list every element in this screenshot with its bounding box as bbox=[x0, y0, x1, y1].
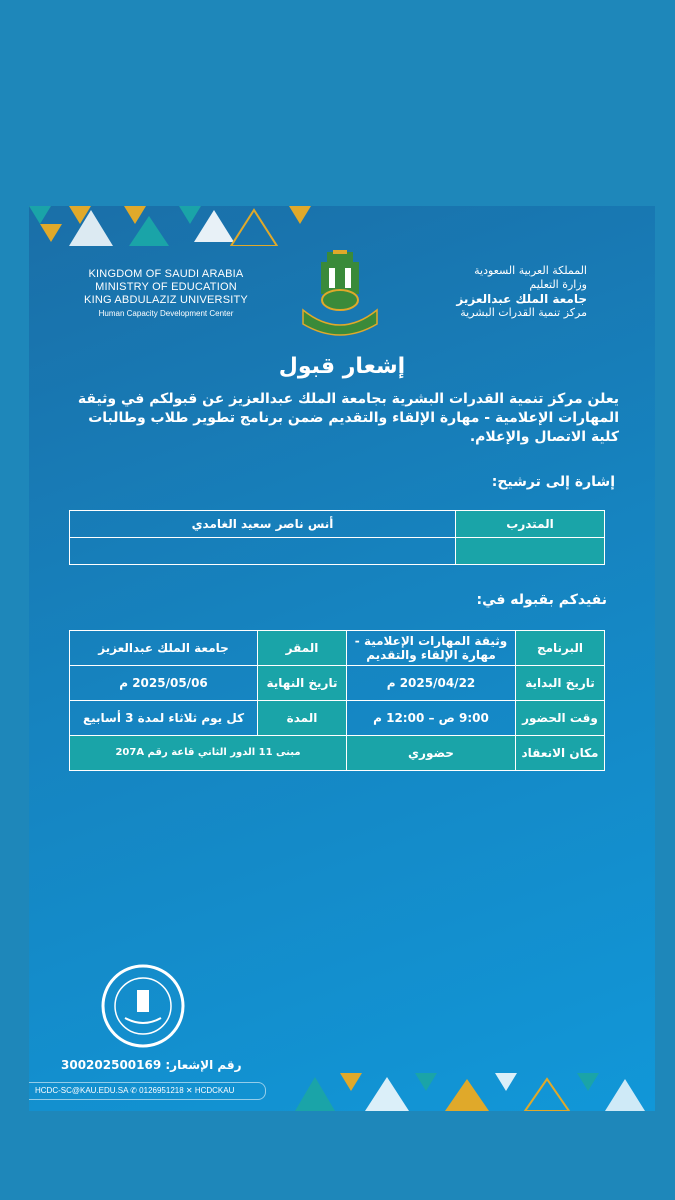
time-value: 9:00 ص – 12:00 م bbox=[347, 701, 516, 736]
duration-label: المدة bbox=[258, 701, 347, 736]
ar-header-line-4: مركز تنمية القدرات البشرية bbox=[460, 306, 587, 319]
location-label: مكان الانعقاد bbox=[516, 736, 605, 771]
ar-header-line-1: المملكة العربية السعودية bbox=[474, 264, 587, 277]
venue-label: المقر bbox=[258, 631, 347, 666]
intro-text: يعلن مركز تنمية القدرات البشرية بجامعة الملك عبدالعزيز عن قبولكم في وثيقة المهارات الإعلامية - مهارة الإلقاء والتقديم ضمن برنامج تطوير طلاب وطالبات كلية الاتصال والإعلام. bbox=[77, 391, 619, 445]
en-header-line-3: KING ABDULAZIZ UNIVERSITY bbox=[84, 294, 248, 306]
program-value: وثيقة المهارات الإعلامية - مهارة الإلقاء والتقديم bbox=[347, 631, 516, 666]
program-details-table bbox=[69, 630, 605, 771]
center-seal-logo bbox=[99, 962, 187, 1050]
table-row bbox=[70, 511, 605, 538]
program-label: البرنامج bbox=[516, 631, 605, 666]
decorative-triangles-top bbox=[29, 206, 329, 246]
table-row bbox=[70, 666, 605, 701]
en-header-subtitle: Human Capacity Development Center bbox=[98, 309, 234, 318]
start-date-label: تاريخ البداية bbox=[516, 666, 605, 701]
time-label: وقت الحضور bbox=[516, 701, 605, 736]
page-title: إشعار قبول bbox=[278, 354, 406, 379]
notice-number: رقم الإشعار: 300202500169 bbox=[61, 1058, 242, 1072]
acceptance-label: نفيدكم بقبوله في: bbox=[476, 592, 607, 608]
end-date-value: 2025/05/06 م bbox=[70, 666, 258, 701]
end-date-label: تاريخ النهاية bbox=[258, 666, 347, 701]
trainee-table bbox=[69, 510, 605, 565]
duration-value: كل يوم ثلاثاء لمدة 3 أسابيع bbox=[70, 701, 258, 736]
empty-cell bbox=[70, 538, 456, 565]
location-type: حضوري bbox=[347, 736, 516, 771]
trainee-name: أنس ناصر سعيد الغامدي bbox=[70, 511, 456, 538]
ar-header-line-3: جامعة الملك عبدالعزيز bbox=[456, 292, 587, 306]
trainee-label: المتدرب bbox=[456, 511, 605, 538]
en-header-line-1: KINGDOM OF SAUDI ARABIA bbox=[88, 268, 244, 280]
nomination-label: إشارة إلى ترشيح: bbox=[491, 474, 615, 490]
arabic-header bbox=[447, 264, 587, 320]
contact-bar: HCDC-SC@KAU.EDU.SA ✆ 0126951218 ✕ HCDCKAU bbox=[29, 1082, 266, 1100]
empty-cell bbox=[456, 538, 605, 565]
location-value: مبنى 11 الدور الثاني قاعة رقم 207A bbox=[70, 736, 347, 771]
venue-value: جامعة الملك عبدالعزيز bbox=[70, 631, 258, 666]
start-date-value: 2025/04/22 م bbox=[347, 666, 516, 701]
table-row bbox=[70, 736, 605, 771]
decorative-triangles-bottom bbox=[295, 1073, 655, 1111]
table-row bbox=[70, 701, 605, 736]
acceptance-notice-card bbox=[29, 206, 655, 1111]
table-row bbox=[70, 631, 605, 666]
english-header bbox=[81, 268, 251, 320]
en-header-line-2: MINISTRY OF EDUCATION bbox=[95, 281, 237, 293]
university-logo bbox=[295, 250, 385, 342]
table-row bbox=[70, 538, 605, 565]
ar-header-line-2: وزارة التعليم bbox=[529, 278, 587, 291]
